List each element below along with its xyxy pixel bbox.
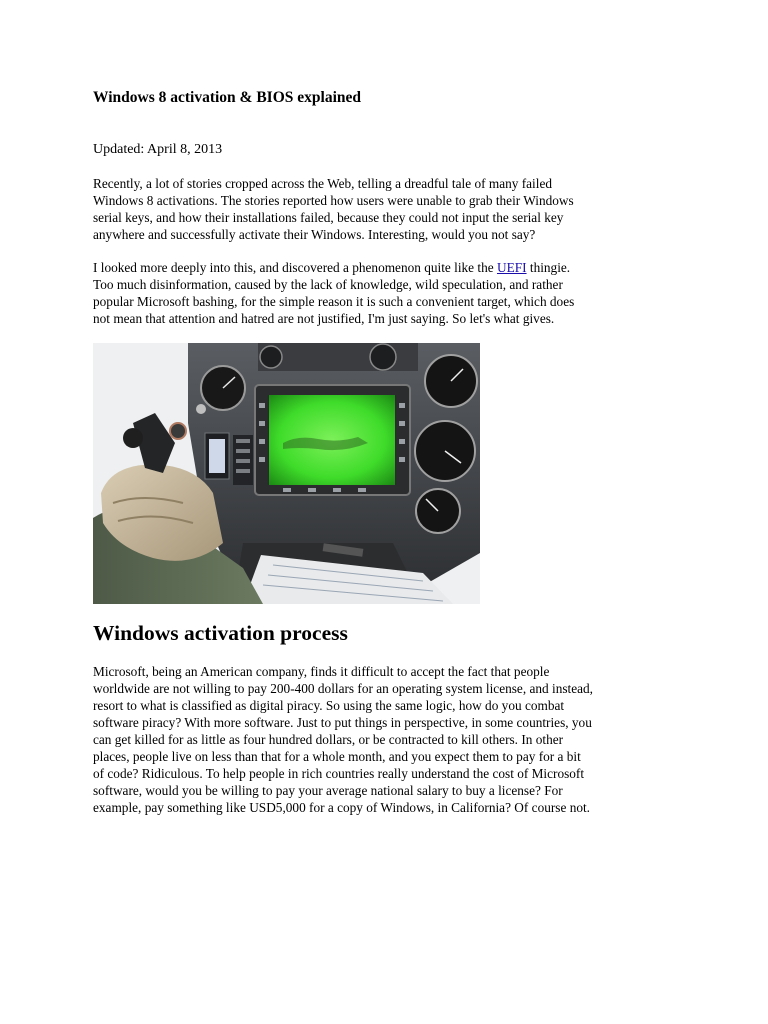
text-after-link: thingie.	[526, 260, 571, 275]
article-title: Windows 8 activation & BIOS explained	[93, 89, 361, 106]
section-line: resort to what is classified as digital piracy. So using the same logic, how do you combat	[93, 698, 565, 713]
section-line: of code? Ridiculous. To help people in rich countries really understand the cost of Microsoft	[93, 766, 585, 781]
section-line: can get killed for as little as four hundred dollars, or be contracted to kill others. In other	[93, 732, 564, 747]
intro-paragraph	[93, 175, 683, 243]
section-line: software, would you be willing to pay your average national salary to buy a license? For	[93, 783, 563, 798]
intro-line: Windows 8 activations. The stories reported how users were unable to grab their Windows	[93, 193, 574, 208]
second-paragraph-line: not mean that attention and hatred are not justified, I'm just saying. So let's what gives.	[93, 311, 555, 326]
text-before-link: I looked more deeply into this, and discovered a phenomenon quite like the	[93, 260, 497, 275]
section-line: example, pay something like USD5,000 for a copy of Windows, in California? Of course not.	[93, 800, 591, 815]
intro-line: serial keys, and how their installations failed, because they could not input the serial key	[93, 210, 564, 225]
uefi-link[interactable]: UEFI	[496, 260, 527, 275]
section-line: software piracy? With more software. Just to put things in perspective, in some countries, you	[93, 715, 592, 730]
intro-line: Recently, a lot of stories cropped across the Web, telling a dreadful tale of many failed	[93, 176, 552, 191]
section-line: worldwide are not willing to pay 200-400 dollars for an operating system license, and instead,	[93, 681, 593, 696]
section-heading: Windows activation process	[93, 621, 348, 645]
second-paragraph-line: popular Microsoft bashing, for the simple reason it is such a convenient target, which does	[93, 294, 575, 309]
section-paragraph	[93, 663, 683, 816]
updated-date: Updated: April 8, 2013	[93, 142, 223, 157]
section-line: places, people live on less than that for a whole month, and you expect them to pay for a bit	[93, 749, 581, 764]
second-paragraph-line: Too much disinformation, caused by the lack of knowledge, wild speculation, and rather	[93, 277, 563, 292]
second-paragraph-first-line	[93, 259, 683, 276]
section-line: Microsoft, being an American company, finds it difficult to accept the fact that people	[93, 664, 550, 679]
second-paragraph	[93, 259, 683, 327]
cockpit-photo	[93, 343, 480, 604]
intro-line: anywhere and successfully activate their Windows. Interesting, would you not say?	[93, 227, 536, 242]
